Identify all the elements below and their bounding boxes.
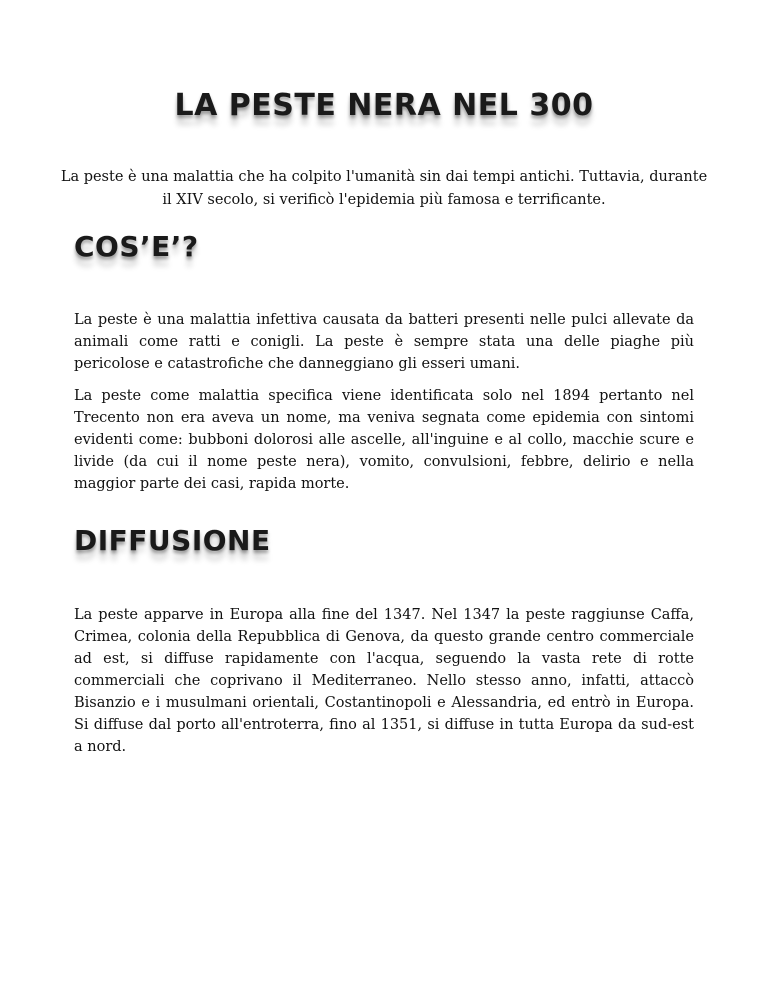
paragraph: La peste apparve in Europa alla fine del 1347. Nel 1347 la peste raggiunse Caffa, Crimea, colonia della Repubblica di Genova, da questo grande centro commerciale ad est, si diffuse rapidamente con l'acqua, seguendo la vasta rete di rotte commerciali che coprivano il Mediterraneo. Nello stesso anno, infatti, attaccò Bisanzio e i musulmani orientali, Costantinopoli e Alessandria, ed entrò in Europa. Si diffuse dal porto all'entroterra, fino al 1351, si diffuse in tutta Europa da sud-est a nord. (74, 607, 694, 755)
section-body-diffusione (74, 604, 694, 768)
section-heading-diffusione: DIFFUSIONE (74, 524, 271, 557)
paragraph: La peste come malattia specifica viene identificata solo nel 1894 pertanto nel Trecento non era aveva un nome, ma veniva segnata come epidemia con sintomi evidenti come: bubboni dolorosi alle ascelle, all'inguine e al collo, macchie scure e livide (da cui il nome peste nera), vomito, convulsioni, febbre, delirio e nella maggior parte dei casi, rapida morte. (74, 388, 694, 492)
section-heading-cose: COS’E’? (74, 230, 199, 263)
page-title: LA PESTE NERA NEL 300 (174, 88, 594, 123)
section-body-cose (74, 309, 694, 505)
intro-paragraph: La peste è una malattia che ha colpito l'umanità sin dai tempi antichi. Tuttavia, durante il XIV secolo, si verificò l'epidemia più famosa e terrificante. (60, 169, 708, 208)
paragraph: La peste è una malattia infettiva causata da batteri presenti nelle pulci allevate da animali come ratti e conigli. La peste è sempre stata una delle piaghe più pericolose e catastrofiche che danneggiano gli esseri umani. (74, 312, 694, 372)
